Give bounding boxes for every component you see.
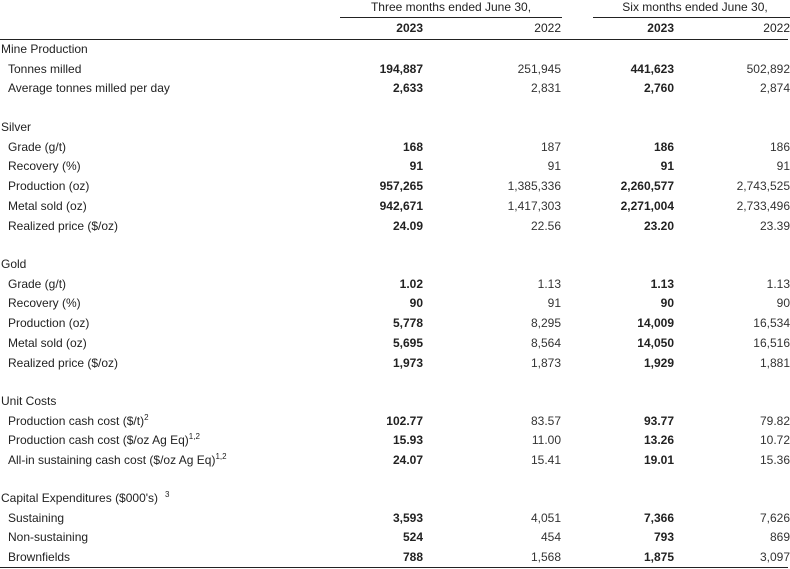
cell-value: 187 [540,139,561,154]
cell-value: 90 [409,296,423,311]
cell-value: 869 [769,530,790,545]
cell-value: 1,568 [530,550,561,565]
row-label [8,414,149,428]
row-label [8,277,66,291]
cell-value: 15.93 [392,433,423,448]
row-label-text: Tonnes milled [8,61,82,76]
row-label [8,316,89,330]
cell-value: 15.36 [759,453,790,468]
row-label-text: Non-sustaining [8,530,89,545]
row-label-text: Realized price ($/oz) [8,355,119,370]
cell-value: 1,873 [530,355,561,370]
cell-value: 4,051 [530,510,561,525]
table-row [0,179,788,198]
row-label [8,550,70,564]
three-months-heading: Three months ended June 30, [370,0,532,14]
table-row [0,296,788,315]
row-label-text: Sustaining [8,510,65,525]
cell-value: 1.02 [399,276,423,291]
table-row [0,453,788,472]
cell-value: 186 [653,139,674,154]
cell-value: 10.72 [759,433,790,448]
table-row [0,414,788,433]
table-header [0,0,788,40]
row-label [8,296,81,310]
table-row [0,81,788,100]
cell-value: 793 [653,530,674,545]
section-heading [0,257,788,276]
cell-value: 102.77 [386,413,423,428]
cell-value: 3,097 [759,550,790,565]
table-row [0,199,788,218]
table-row [0,62,788,81]
section-heading [0,394,788,413]
cell-value: 502,892 [746,61,790,76]
section-heading [0,42,788,61]
six-months-underline [593,17,790,18]
row-label-text: Production cash cost ($/oz Ag Eq) [8,433,189,448]
cell-value: 91 [547,159,561,174]
cell-value: 2,831 [530,81,561,96]
cell-value: 23.39 [759,218,790,233]
cell-value: 91 [776,159,790,174]
table-row [0,433,788,452]
year-ytd-2023: 2023 [647,21,674,35]
table-row [0,140,788,159]
cell-value: 1,973 [392,355,423,370]
row-label-text: Metal sold (oz) [8,335,87,350]
table-row [0,530,788,549]
cell-value: 24.07 [392,453,423,468]
cell-value: 2,760 [643,81,674,96]
section-title: Mine Production [1,42,88,56]
row-label [8,62,81,76]
cell-value: 19.01 [643,453,674,468]
cell-value: 1.13 [537,276,561,291]
three-months-underline [340,17,562,18]
section-heading: Capital Expenditures ($000's) 3 [1,490,170,505]
cell-value: 1,881 [759,355,790,370]
cell-value: 1.13 [650,276,674,291]
cell-value: 14,050 [637,335,674,350]
row-label [8,179,89,193]
cell-value: 91 [660,159,674,174]
row-label [8,81,170,95]
table-row [0,316,788,335]
section-title: Capital Expenditures ($000's) [1,491,159,505]
cell-value: 93.77 [643,413,674,428]
cell-value: 13.26 [643,433,674,448]
cell-value: 942,671 [379,198,423,213]
row-label [8,433,200,447]
table-row [0,277,788,296]
row-label-text: Realized price ($/oz) [8,218,119,233]
cell-value: 251,945 [517,61,561,76]
row-label [8,530,88,544]
cell-value: 194,887 [379,61,423,76]
section-title: Gold [1,257,27,271]
row-label-text: Recovery (%) [8,159,81,174]
cell-value: 2,733,496 [736,198,790,213]
row-label-text: Average tonnes milled per day [8,81,170,96]
footnote-marker: 1,2 [188,432,200,442]
cell-value: 7,366 [643,510,674,525]
cell-value: 2,633 [392,81,423,96]
six-months-heading: Six months ended June 30, [622,0,768,14]
cell-value: 7,626 [759,510,790,525]
row-label-text: Production cash cost ($/t) [8,413,145,428]
section-title: Unit Costs [1,394,57,408]
cell-value: 454 [540,530,561,545]
cell-value: 90 [660,296,674,311]
cell-value: 83.57 [530,413,561,428]
cell-value: 22.56 [530,218,561,233]
cell-value: 2,874 [759,81,790,96]
cell-value: 24.09 [392,218,423,233]
table-row [0,336,788,355]
row-label [8,511,64,525]
cell-value: 1,385,336 [507,179,561,194]
table-row [0,356,788,375]
table-row [0,219,788,238]
cell-value: 11.00 [531,433,561,448]
year-q-2023: 2023 [396,21,423,35]
footnote-marker: 2 [144,412,149,422]
cell-value: 1,929 [643,355,674,370]
section-title: Silver [1,120,32,134]
cell-value: 2,743,525 [736,179,790,194]
cell-value: 2,271,004 [620,198,674,213]
cell-value: 14,009 [637,316,674,331]
row-label-text: Production (oz) [8,179,90,194]
row-label [8,356,118,370]
cell-value: 8,564 [530,335,561,350]
cell-value: 16,516 [753,335,790,350]
table-row [0,159,788,178]
cell-value: 168 [402,139,423,154]
cell-value: 5,695 [392,335,423,350]
cell-value: 186 [769,139,790,154]
cell-value: 788 [402,550,423,565]
cell-value: 2,260,577 [620,179,674,194]
row-label-text: Metal sold (oz) [8,198,87,213]
row-label-text: Grade (g/t) [8,276,67,291]
header-divider [0,39,788,40]
cell-value: 90 [776,296,790,311]
row-label [8,336,87,350]
row-label-text: Grade (g/t) [8,139,67,154]
section-heading [0,120,788,139]
cell-value: 8,295 [530,316,561,331]
row-label [8,219,118,233]
row-label-text: Brownfields [8,550,71,565]
cell-value: 524 [402,530,423,545]
table-row [0,511,788,530]
cell-value: 3,593 [392,510,423,525]
year-q-2022: 2022 [534,21,561,35]
cell-value: 91 [547,296,561,311]
cell-value: 79.82 [759,413,790,428]
cell-value: 1,875 [643,550,674,565]
cell-value: 957,265 [379,179,423,194]
cell-value: 15.41 [530,453,561,468]
cell-value: 1.13 [766,276,790,291]
cell-value: 16,534 [753,316,790,331]
cell-value: 91 [409,159,423,174]
cell-value: 5,778 [392,316,423,331]
year-ytd-2022: 2022 [763,21,790,35]
row-label [8,140,66,154]
cell-value: 1,417,303 [507,198,561,213]
cell-value: 23.20 [643,218,674,233]
row-label-text: Production (oz) [8,316,90,331]
row-label [8,453,227,467]
row-label [8,159,81,173]
table-bottom-rule [0,567,788,568]
row-label [8,199,87,213]
row-label-text: Recovery (%) [8,296,81,311]
row-label-text: All-in sustaining cash cost ($/oz Ag Eq) [8,453,216,468]
footnote-marker: 1,2 [215,452,227,462]
cell-value: 441,623 [630,61,674,76]
